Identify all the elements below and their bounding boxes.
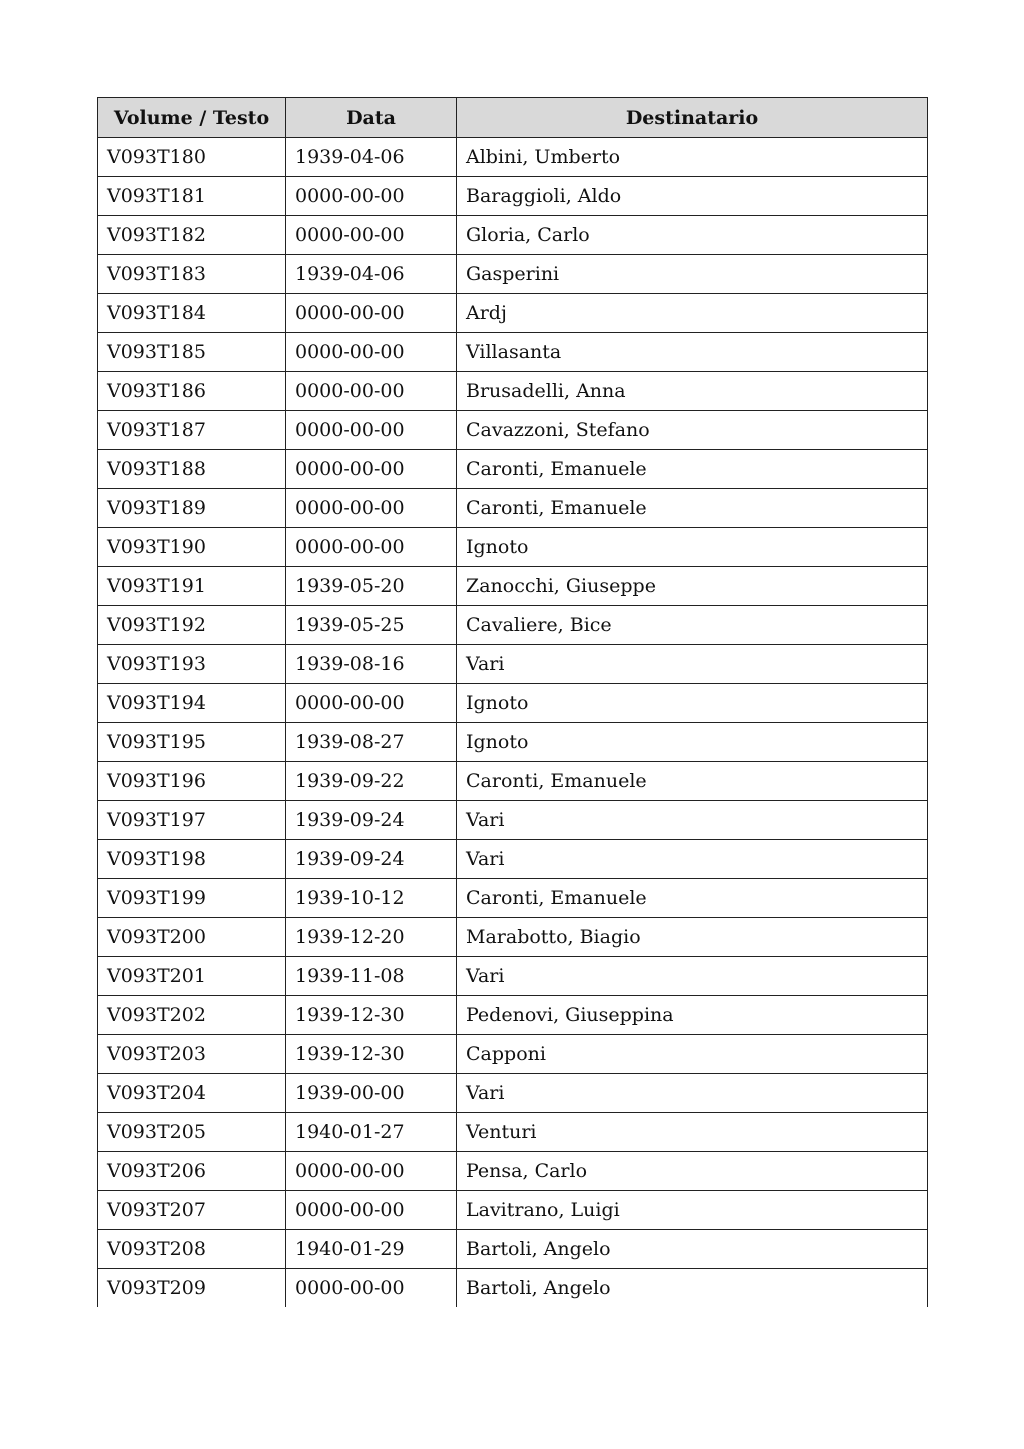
cell-volume-testo: V093T185 — [98, 333, 286, 372]
cell-destinatario: Bartoli, Angelo — [457, 1269, 928, 1308]
cell-data: 1939-12-30 — [286, 1035, 457, 1074]
cell-destinatario: Villasanta — [457, 333, 928, 372]
cell-destinatario: Vari — [457, 645, 928, 684]
table-row — [98, 684, 928, 723]
cell-destinatario: Pedenovi, Giuseppina — [457, 996, 928, 1035]
letters-table — [97, 97, 928, 1307]
table-row — [98, 567, 928, 606]
table-row — [98, 1113, 928, 1152]
cell-destinatario: Ardj — [457, 294, 928, 333]
cell-destinatario: Caronti, Emanuele — [457, 450, 928, 489]
cell-destinatario: Albini, Umberto — [457, 138, 928, 177]
cell-destinatario: Caronti, Emanuele — [457, 879, 928, 918]
cell-volume-testo: V093T209 — [98, 1269, 286, 1308]
table-row — [98, 216, 928, 255]
table-row — [98, 333, 928, 372]
cell-volume-testo: V093T202 — [98, 996, 286, 1035]
table-row — [98, 762, 928, 801]
cell-data: 0000-00-00 — [286, 528, 457, 567]
cell-destinatario: Vari — [457, 801, 928, 840]
table-row — [98, 1230, 928, 1269]
cell-destinatario: Ignoto — [457, 528, 928, 567]
cell-destinatario: Gloria, Carlo — [457, 216, 928, 255]
cell-data: 0000-00-00 — [286, 450, 457, 489]
cell-data: 0000-00-00 — [286, 177, 457, 216]
cell-volume-testo: V093T180 — [98, 138, 286, 177]
cell-data: 0000-00-00 — [286, 489, 457, 528]
cell-data: 0000-00-00 — [286, 1269, 457, 1308]
table-row — [98, 411, 928, 450]
table-row — [98, 255, 928, 294]
cell-volume-testo: V093T183 — [98, 255, 286, 294]
table-row — [98, 840, 928, 879]
table-row — [98, 801, 928, 840]
cell-data: 0000-00-00 — [286, 294, 457, 333]
cell-volume-testo: V093T207 — [98, 1191, 286, 1230]
cell-volume-testo: V093T184 — [98, 294, 286, 333]
table-row — [98, 996, 928, 1035]
cell-destinatario: Vari — [457, 1074, 928, 1113]
cell-destinatario: Vari — [457, 957, 928, 996]
cell-destinatario: Brusadelli, Anna — [457, 372, 928, 411]
table-row — [98, 879, 928, 918]
cell-destinatario: Capponi — [457, 1035, 928, 1074]
cell-destinatario: Caronti, Emanuele — [457, 762, 928, 801]
table-row — [98, 1035, 928, 1074]
cell-destinatario: Ignoto — [457, 684, 928, 723]
cell-data: 0000-00-00 — [286, 216, 457, 255]
table-row — [98, 177, 928, 216]
header-row — [98, 98, 928, 138]
column-header-destinatario: Destinatario — [457, 98, 928, 138]
table-row — [98, 1269, 928, 1308]
cell-volume-testo: V093T206 — [98, 1152, 286, 1191]
cell-data: 1939-04-06 — [286, 138, 457, 177]
cell-data: 0000-00-00 — [286, 1152, 457, 1191]
cell-volume-testo: V093T190 — [98, 528, 286, 567]
cell-destinatario: Venturi — [457, 1113, 928, 1152]
cell-data: 1940-01-29 — [286, 1230, 457, 1269]
cell-data: 1939-09-24 — [286, 840, 457, 879]
cell-data: 1939-05-20 — [286, 567, 457, 606]
cell-data: 1939-00-00 — [286, 1074, 457, 1113]
cell-data: 1939-12-30 — [286, 996, 457, 1035]
cell-data: 1939-08-16 — [286, 645, 457, 684]
table-row — [98, 372, 928, 411]
cell-data: 1939-04-06 — [286, 255, 457, 294]
table-row — [98, 645, 928, 684]
cell-destinatario: Cavazzoni, Stefano — [457, 411, 928, 450]
table-row — [98, 138, 928, 177]
table-row — [98, 528, 928, 567]
column-header-data: Data — [286, 98, 457, 138]
cell-volume-testo: V093T191 — [98, 567, 286, 606]
cell-volume-testo: V093T192 — [98, 606, 286, 645]
cell-volume-testo: V093T194 — [98, 684, 286, 723]
table-row — [98, 1152, 928, 1191]
cell-data: 1939-12-20 — [286, 918, 457, 957]
cell-destinatario: Bartoli, Angelo — [457, 1230, 928, 1269]
cell-destinatario: Baraggioli, Aldo — [457, 177, 928, 216]
table-row — [98, 957, 928, 996]
table-row — [98, 918, 928, 957]
cell-volume-testo: V093T200 — [98, 918, 286, 957]
cell-volume-testo: V093T182 — [98, 216, 286, 255]
table-row — [98, 450, 928, 489]
cell-data: 0000-00-00 — [286, 372, 457, 411]
cell-data: 0000-00-00 — [286, 1191, 457, 1230]
table-row — [98, 606, 928, 645]
cell-volume-testo: V093T203 — [98, 1035, 286, 1074]
cell-destinatario: Cavaliere, Bice — [457, 606, 928, 645]
cell-destinatario: Zanocchi, Giuseppe — [457, 567, 928, 606]
cell-destinatario: Vari — [457, 840, 928, 879]
cell-volume-testo: V093T199 — [98, 879, 286, 918]
cell-volume-testo: V093T197 — [98, 801, 286, 840]
cell-volume-testo: V093T187 — [98, 411, 286, 450]
cell-volume-testo: V093T193 — [98, 645, 286, 684]
table-row — [98, 489, 928, 528]
cell-data: 1939-09-22 — [286, 762, 457, 801]
cell-data: 0000-00-00 — [286, 333, 457, 372]
cell-volume-testo: V093T204 — [98, 1074, 286, 1113]
cell-destinatario: Marabotto, Biagio — [457, 918, 928, 957]
cell-data: 1939-11-08 — [286, 957, 457, 996]
cell-destinatario: Caronti, Emanuele — [457, 489, 928, 528]
cell-volume-testo: V093T196 — [98, 762, 286, 801]
cell-volume-testo: V093T198 — [98, 840, 286, 879]
cell-data: 0000-00-00 — [286, 684, 457, 723]
table-row — [98, 1191, 928, 1230]
table-row — [98, 1074, 928, 1113]
cell-volume-testo: V093T189 — [98, 489, 286, 528]
cell-volume-testo: V093T195 — [98, 723, 286, 762]
table-row — [98, 723, 928, 762]
cell-data: 1940-01-27 — [286, 1113, 457, 1152]
cell-data: 1939-09-24 — [286, 801, 457, 840]
table-body — [98, 138, 928, 1308]
cell-data: 1939-08-27 — [286, 723, 457, 762]
cell-volume-testo: V093T208 — [98, 1230, 286, 1269]
column-header-volume-testo: Volume / Testo — [98, 98, 286, 138]
cell-destinatario: Gasperini — [457, 255, 928, 294]
cell-data: 0000-00-00 — [286, 411, 457, 450]
cell-volume-testo: V093T181 — [98, 177, 286, 216]
cell-volume-testo: V093T188 — [98, 450, 286, 489]
cell-volume-testo: V093T205 — [98, 1113, 286, 1152]
cell-volume-testo: V093T186 — [98, 372, 286, 411]
cell-data: 1939-10-12 — [286, 879, 457, 918]
cell-destinatario: Lavitrano, Luigi — [457, 1191, 928, 1230]
cell-destinatario: Pensa, Carlo — [457, 1152, 928, 1191]
cell-volume-testo: V093T201 — [98, 957, 286, 996]
cell-data: 1939-05-25 — [286, 606, 457, 645]
table-header — [98, 98, 928, 138]
table-row — [98, 294, 928, 333]
cell-destinatario: Ignoto — [457, 723, 928, 762]
